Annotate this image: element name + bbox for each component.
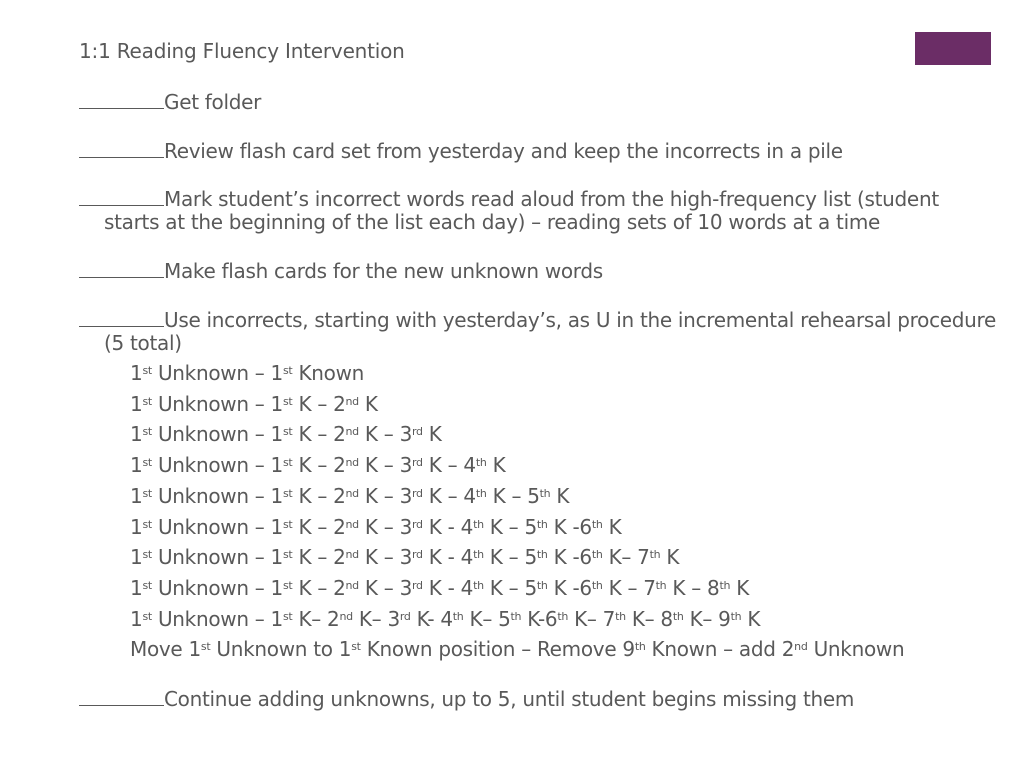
ordinal-suffix: st: [142, 578, 152, 592]
sequence-text: K – 7: [602, 575, 656, 600]
checklist-blank: [79, 90, 164, 109]
ordinal-suffix: st: [142, 609, 152, 623]
ordinal-suffix: th: [536, 548, 548, 562]
sequence-line: [130, 576, 749, 600]
ordinal-suffix: rd: [412, 425, 423, 439]
sequence-text: K – 3: [358, 575, 412, 600]
sequence-text: K – 3: [358, 514, 412, 539]
ordinal-suffix: st: [351, 640, 361, 654]
sequence-text: K – 5: [483, 575, 537, 600]
sequence-text: Known: [292, 361, 365, 385]
ordinal-suffix: th: [475, 486, 487, 500]
sequence-text: K -6: [547, 575, 592, 600]
sequence-text: 1: [130, 361, 143, 385]
ordinal-suffix: st: [282, 364, 293, 377]
sequence-text: Unknown to 1: [210, 637, 352, 662]
ordinal-suffix: nd: [339, 609, 353, 623]
ordinal-suffix: st: [282, 425, 293, 439]
sequence-text: K: [422, 422, 442, 447]
sequence-text: K: [741, 606, 761, 631]
ordinal-suffix: st: [142, 364, 152, 377]
ordinal-suffix: st: [282, 517, 293, 531]
ordinal-suffix: th: [730, 609, 742, 623]
ordinal-suffix: th: [473, 517, 484, 531]
step-continue-adding: [79, 687, 1024, 711]
sequence-text: K – 4: [422, 453, 476, 478]
ordinal-suffix: th: [557, 609, 569, 623]
ordinal-suffix: th: [473, 548, 484, 562]
sequence-text: K – 3: [358, 483, 412, 508]
step-mark-incorrect-words: [79, 187, 1024, 234]
ordinal-suffix: th: [649, 548, 661, 562]
ordinal-suffix: rd: [399, 609, 411, 623]
sequence-text: K – 5: [483, 545, 537, 570]
sequence-text: K – 2: [292, 545, 346, 570]
sequence-text: 1: [130, 575, 143, 600]
sequence-text: K – 4: [422, 483, 476, 508]
ordinal-suffix: th: [591, 548, 603, 562]
sequence-text: K – 3: [358, 545, 412, 570]
ordinal-suffix: th: [591, 517, 603, 531]
sequence-text: K – 2: [292, 453, 346, 478]
ordinal-suffix: rd: [412, 486, 423, 500]
step-make-flash-cards: [79, 259, 1024, 283]
ordinal-suffix: th: [536, 578, 548, 592]
ordinal-suffix: nd: [345, 578, 359, 592]
sequence-line: [130, 637, 904, 661]
ordinal-suffix: rd: [412, 517, 423, 531]
ordinal-suffix: rd: [412, 578, 423, 592]
ordinal-suffix: th: [719, 578, 731, 592]
ordinal-suffix: nd: [345, 486, 359, 500]
step-text: Mark student’s incorrect words read aloud from the high-frequency list (student: [164, 187, 939, 211]
ordinal-suffix: st: [282, 486, 293, 500]
sequence-text: Unknown – 1: [151, 422, 283, 447]
step-review-flash-cards: [79, 139, 1024, 163]
ordinal-suffix: nd: [345, 517, 359, 531]
sequence-text: K: [486, 453, 506, 478]
ordinal-suffix: st: [282, 578, 293, 592]
ordinal-suffix: rd: [412, 456, 423, 470]
step-text: Use incorrects, starting with yesterday’s, as U in the incremental rehearsal procedure: [164, 308, 997, 332]
ordinal-suffix: st: [282, 548, 293, 562]
ordinal-suffix: th: [475, 456, 487, 470]
ordinal-suffix: st: [282, 456, 293, 470]
sequence-line: [130, 453, 505, 477]
sequence-text: K – 3: [358, 422, 412, 447]
ordinal-suffix: nd: [345, 548, 359, 562]
sequence-text: K– 8: [625, 606, 673, 631]
sequence-line: [130, 392, 378, 416]
ordinal-suffix: th: [473, 578, 484, 592]
sequence-text: Unknown: [807, 637, 905, 662]
sequence-text: Unknown – 1: [151, 514, 283, 539]
sequence-text: 1: [130, 422, 143, 447]
sequence-text: Unknown – 1: [151, 575, 283, 600]
ordinal-suffix: rd: [412, 548, 423, 562]
sequence-text: K– 7: [568, 606, 616, 631]
ordinal-suffix: th: [536, 517, 548, 531]
step-text: Review flash card set from yesterday and keep the incorrects in a pile: [164, 139, 843, 163]
sequence-text: K– 2: [292, 606, 340, 631]
ordinal-suffix: st: [142, 456, 152, 470]
sequence-text: 1: [130, 606, 143, 631]
step-get-folder: [79, 90, 1024, 114]
sequence-text: K- 4: [410, 606, 453, 631]
ordinal-suffix: nd: [345, 394, 359, 408]
step-text: Get folder: [164, 90, 262, 114]
sequence-text: Unknown – 1: [151, 483, 283, 508]
sequence-text: K – 2: [292, 575, 346, 600]
sequence-text: K: [602, 514, 622, 539]
sequence-text: Known position – Remove 9: [360, 637, 635, 662]
sequence-text: K: [358, 391, 378, 416]
ordinal-suffix: th: [655, 578, 667, 592]
ordinal-suffix: st: [142, 486, 152, 500]
sequence-text: K – 2: [292, 422, 346, 447]
ordinal-suffix: nd: [345, 456, 359, 470]
sequence-text: K– 9: [683, 606, 731, 631]
ordinal-suffix: nd: [345, 425, 359, 439]
ordinal-suffix: st: [142, 425, 152, 439]
sequence-text: Known – add 2: [645, 637, 795, 662]
sequence-text: K: [550, 483, 570, 508]
sequence-text: Unknown – 1: [151, 391, 283, 416]
ordinal-suffix: st: [282, 394, 293, 408]
sequence-text: K -6: [547, 514, 592, 539]
step-text-continued: starts at the beginning of the list each day) – reading sets of 10 words at a time: [104, 210, 881, 234]
sequence-text: K – 5: [483, 514, 537, 539]
sequence-line: [130, 422, 442, 446]
sequence-text: K - 4: [422, 545, 474, 570]
ordinal-suffix: th: [452, 609, 464, 623]
checklist-blank: [79, 308, 164, 327]
sequence-text: Move 1: [130, 637, 201, 662]
sequence-text: 1: [130, 545, 143, 570]
sequence-text: K – 2: [292, 391, 346, 416]
sequence-line: [130, 545, 679, 569]
sequence-text: 1: [130, 483, 143, 508]
checklist-blank: [79, 259, 164, 278]
ordinal-suffix: st: [200, 640, 211, 654]
ordinal-suffix: st: [282, 609, 293, 623]
sequence-text: K: [730, 575, 750, 600]
sequence-text: K -6: [547, 545, 592, 570]
ordinal-suffix: th: [539, 486, 551, 500]
sequence-text: Unknown – 1: [151, 606, 283, 631]
sequence-line: [130, 515, 621, 539]
sequence-text: K – 2: [292, 514, 346, 539]
sequence-text: K-6: [521, 606, 558, 631]
ordinal-suffix: st: [142, 517, 152, 531]
sequence-text: K– 5: [463, 606, 511, 631]
sequence-line: [130, 361, 364, 385]
ordinal-suffix: th: [634, 640, 646, 654]
sequence-text: Unknown – 1: [151, 545, 283, 570]
ordinal-suffix: th: [615, 609, 626, 623]
sequence-text: K– 3: [352, 606, 400, 631]
sequence-text: K – 3: [358, 453, 412, 478]
sequence-text: K - 4: [422, 575, 474, 600]
sequence-line: [130, 484, 569, 508]
sequence-text: Unknown – 1: [151, 361, 283, 385]
sequence-text: 1: [130, 453, 143, 478]
sequence-text: K: [660, 545, 680, 570]
sequence-text: K– 7: [602, 545, 650, 570]
step-text: Continue adding unknowns, up to 5, until student begins missing them: [164, 687, 855, 711]
ordinal-suffix: st: [142, 394, 152, 408]
checklist-blank: [79, 187, 164, 206]
ordinal-suffix: th: [591, 578, 603, 592]
sequence-text: K – 8: [666, 575, 720, 600]
sequence-text: K - 4: [422, 514, 474, 539]
checklist-blank: [79, 687, 164, 706]
step-use-incorrects: [79, 308, 1024, 355]
sequence-line: [130, 607, 760, 631]
ordinal-suffix: st: [142, 548, 152, 562]
checklist-blank: [79, 139, 164, 158]
page-title: 1:1 Reading Fluency Intervention: [79, 39, 405, 63]
sequence-text: K – 5: [486, 483, 540, 508]
step-text-continued: (5 total): [104, 331, 182, 355]
ordinal-suffix: th: [672, 609, 684, 623]
sequence-text: 1: [130, 391, 143, 416]
sequence-text: 1: [130, 514, 143, 539]
sequence-text: K – 2: [292, 483, 346, 508]
step-text: Make flash cards for the new unknown words: [164, 259, 603, 283]
accent-bar: [915, 32, 991, 65]
ordinal-suffix: nd: [794, 640, 808, 654]
ordinal-suffix: th: [510, 609, 522, 623]
sequence-text: Unknown – 1: [151, 453, 283, 478]
